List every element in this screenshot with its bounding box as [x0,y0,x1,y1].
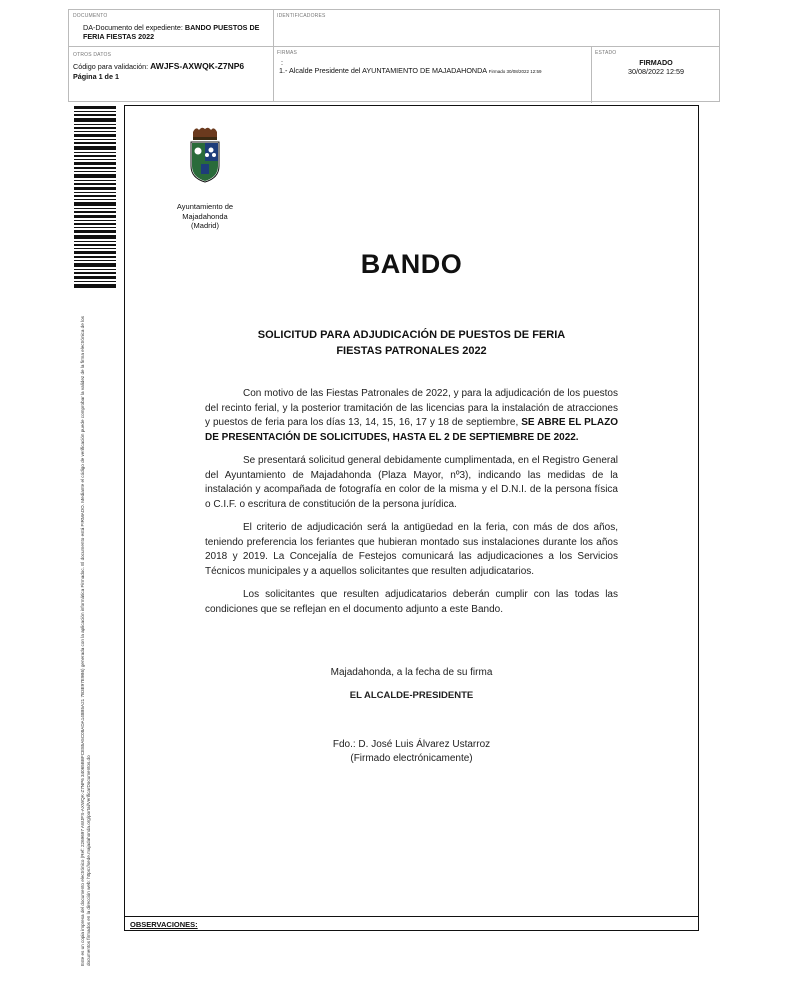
paragraph-2: Se presentará solicitud general debidamente cumplimentada, en el Registro General del Ayuntamiento de Majadahonda (Plaza Mayor, nº3), indicando las medidas de la instalación y acompañada de fotografía en color de la misma y el D.N.I. de la persona física o C.I.F. o escritura de constitución de la persona jurídica. [205,455,618,510]
identificadores-label: IDENTIFICADORES [277,13,326,19]
estado-date: 30/08/2022 12:59 [628,67,684,76]
paragraph-1: Con motivo de las Fiestas Patronales de 2022, y para la adjudicación de los puestos del recinto ferial, y la posterior tramitación de las licencias para la instalación de atracciones y puestos de feria para los días 13, 14, 15, 16, 17 y 18 de septiembre, SE ABRE EL PLAZO DE PRESENTACIÓN DE SOLICITUDES, HASTA EL 2 DE SEPTIEMBRE DE 2022. [205,388,618,443]
documento-value: DA-Documento del expediente: BANDO PUESTOS DE FERIA FIESTAS 2022 [83,23,260,41]
firmas-label: FIRMAS [277,50,298,56]
signer-name: Fdo.: D. José Luis Álvarez Ustarroz [332,739,491,750]
codigo-validacion: Código para validación: AWJFS-AXWQK-Z7NP6 [73,61,245,71]
estado-label: ESTADO [595,50,617,56]
coat-of-arms-icon [187,126,223,194]
observaciones-label: OBSERVACIONES: [130,920,198,929]
paragraph-3: El criterio de adjudicación será la antigüedad en la feria, con más de dos años, teniendo preferencia los feriantes que hubieran montado sus instalaciones durante los años 2018 y 2019. La Concejalía de Festejos comunicará las adjudicaciones a los Servicios Técnicos municipales y a aquellos solicitantes que resulten adjudicatarios. [205,522,618,577]
place-date: Majadahonda, a la fecha de su firma [330,667,493,678]
document-subtitle: SOLICITUD PARA ADJUDICACIÓN DE PUESTOS DE FERIA FIESTAS PATRONALES 2022 [257,329,566,357]
firma-line: 1.- Alcalde Presidente del AYUNTAMIENTO DE MAJADAHONDA Firmado 30/08/2022 12:59 [279,66,542,75]
otros-datos-label: OTROS DATOS [73,52,112,58]
signer-role: EL ALCALDE-PRESIDENTE [349,690,474,701]
document-metadata-header [68,9,720,102]
signed-note: (Firmado electrónicamente) [350,753,473,764]
observaciones-box [125,916,698,930]
pagina-count: Página 1 de 1 [73,72,119,81]
firma-colon: : [281,58,283,67]
barcode-image [74,106,116,288]
letterhead-ayuntamiento: Ayuntamiento de Majadahonda (Madrid) [176,202,234,230]
estado-value: FIRMADO [639,58,673,67]
document-body [205,387,618,626]
document-page [124,105,699,931]
page-title: BANDO [360,249,463,279]
documento-label: DOCUMENTO [73,13,108,19]
paragraph-4: Los solicitantes que resulten adjudicatarios deberán cumplir con las todas las condiciones que se reflejan en el documento adjunto a este Bando. [205,589,618,615]
verification-side-text: Este es un copia impresa del documento electrónico (Ref: 2269697 AWJFS-AXWQK-Z7NP6 34065BBFCE85A5C08ADA148B5A21 7B3E97E9B6) generada con la aplicación informática Firmadoc. El documento está FIRMADO. Mediante el código de verificación puede comprobar la validez de la firma electrónica de los documentos firmados en la dirección web: https://sede.majadahonda.org/portal/VerificarDocumentos.do [80,316,91,966]
